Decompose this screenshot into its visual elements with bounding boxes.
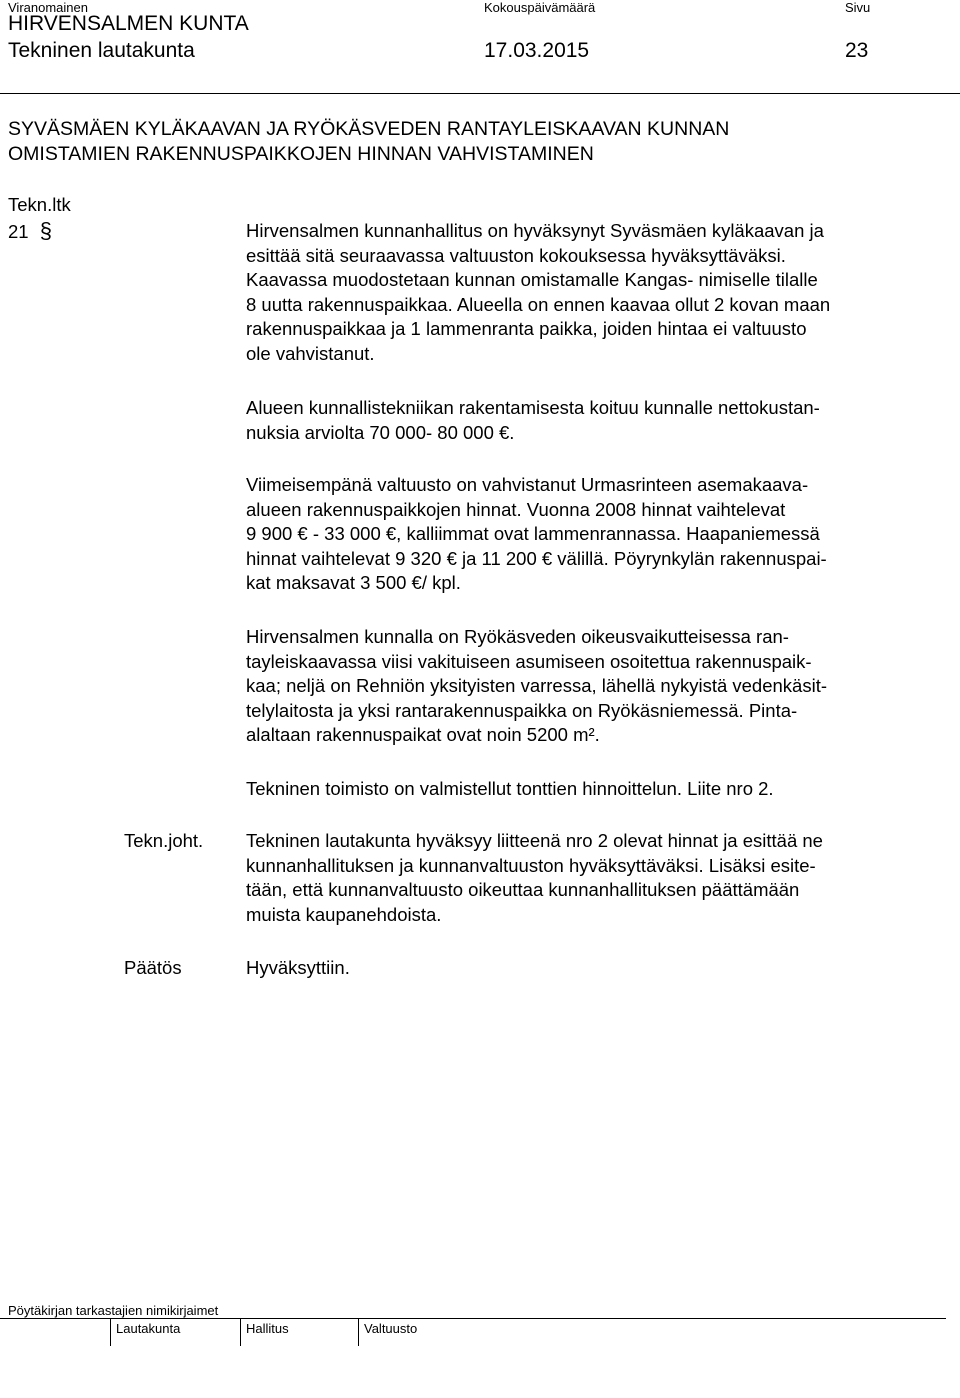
paragraph-line: rakennuspaikkaa ja 1 lammenranta paikka, joiden hintaa ei valtuusto bbox=[246, 318, 807, 339]
label-meeting-date: Kokouspäivämäärä bbox=[484, 0, 596, 15]
footer-separator bbox=[110, 1318, 111, 1346]
title-line-2: OMISTAMIEN RAKENNUSPAIKKOJEN HINNAN VAHVISTAMINEN bbox=[8, 143, 594, 165]
paragraph-line: Kaavassa muodostetaan kunnan omistamalle Kangas- nimiselle tilalle bbox=[246, 269, 818, 290]
title-line-1: SYVÄSMÄEN KYLÄKAAVAN JA RYÖKÄSVEDEN RANTAYLEISKAAVAN KUNNAN bbox=[8, 118, 730, 140]
page-number: 23 bbox=[845, 39, 869, 62]
header-divider bbox=[0, 93, 960, 94]
paragraph-4 bbox=[246, 625, 827, 748]
footer-col-council: Valtuusto bbox=[364, 1321, 418, 1336]
case-ref: Tekn.ltk bbox=[8, 194, 71, 215]
section-sign: § bbox=[39, 218, 52, 243]
case-number bbox=[8, 219, 52, 245]
paragraph-3 bbox=[246, 473, 827, 596]
footer-separator bbox=[358, 1318, 359, 1346]
paragraph-line: Hirvensalmen kunnanhallitus on hyväksynyt Syväsmäen kyläkaavan ja bbox=[246, 220, 824, 241]
footer-col-board: Lautakunta bbox=[116, 1321, 181, 1336]
paragraph-line: 9 900 € - 33 000 €, kalliimmat ovat lammenrannassa. Haapaniemessä bbox=[246, 523, 820, 544]
proposal-line: kunnanhallituksen ja kunnanvaltuuston hyväksyttäväksi. Lisäksi esite- bbox=[246, 854, 816, 876]
paragraph-1 bbox=[246, 219, 830, 366]
footer-heading: Pöytäkirjan tarkastajien nimikirjaimet bbox=[8, 1303, 219, 1318]
footer-separator bbox=[240, 1318, 241, 1346]
paragraph-2 bbox=[246, 396, 820, 445]
paragraph-5 bbox=[246, 777, 774, 802]
decision-text: Hyväksyttiin. bbox=[246, 957, 350, 978]
org-name: HIRVENSALMEN KUNTA bbox=[8, 12, 249, 35]
paragraph-line: esittää sitä seuraavassa valtuuston kokouksessa hyväksyttäväksi. bbox=[246, 244, 786, 266]
paragraph-line: nuksia arviolta 70 000- 80 000 €. bbox=[246, 421, 515, 443]
label-authority: Viranomainen bbox=[8, 0, 88, 15]
paragraph-line: alaltaan rakennuspaikat ovat noin 5200 m². bbox=[246, 724, 600, 745]
paragraph-line: ole vahvistanut. bbox=[246, 342, 375, 364]
paragraph-line: Tekninen toimisto on valmistellut tonttien hinnoittelun. Liite nro 2. bbox=[246, 778, 774, 799]
paragraph-line: 8 uutta rakennuspaikkaa. Alueella on ennen kaavaa ollut 2 kovan maan bbox=[246, 293, 831, 315]
paragraph-line: Alueen kunnallistekniikan rakentamisesta koituu kunnalle nettokustan- bbox=[246, 397, 820, 418]
proposal-line: tään, että kunnanvaltuusto oikeuttaa kunnanhallituksen päättämään bbox=[246, 879, 800, 900]
paragraph-line: Hirvensalmen kunnalla on Ryökäsveden oikeusvaikutteisessa ran- bbox=[246, 626, 789, 647]
meeting-date: 17.03.2015 bbox=[484, 39, 590, 62]
footer-col-government: Hallitus bbox=[246, 1321, 289, 1336]
paragraph-line: tayleiskaavassa viisi vakituiseen asumiseen osoitettua rakennuspaik- bbox=[246, 650, 812, 672]
case-number-value: 21 bbox=[8, 221, 29, 242]
proposal-line: Tekninen lautakunta hyväksyy liitteenä nro 2 olevat hinnat ja esittää ne bbox=[246, 830, 823, 851]
decision-label: Päätös bbox=[124, 957, 182, 978]
label-page: Sivu bbox=[845, 0, 871, 15]
paragraph-line: telylaitosta ja yksi rantarakennuspaikka on Ryökäsniemessä. Pinta- bbox=[246, 699, 798, 721]
paragraph-line: hinnat vaihtelevat 9 320 € ja 11 200 € välillä. Pöyrynkylän rakennuspai- bbox=[246, 547, 827, 569]
paragraph-line: alueen rakennuspaikkojen hinnat. Vuonna 2008 hinnat vaihtelevat bbox=[246, 498, 786, 520]
paragraph-line: Viimeisempänä valtuusto on vahvistanut Urmasrinteen asemakaava- bbox=[246, 474, 809, 495]
proposal-text bbox=[246, 829, 823, 927]
board-name: Tekninen lautakunta bbox=[8, 39, 195, 62]
paragraph-line: kaa; neljä on Rehniön yksityisten varressa, lähellä nykyistä vedenkäsit- bbox=[246, 675, 827, 696]
paragraph-line: kat maksavat 3 500 €/ kpl. bbox=[246, 572, 461, 593]
proposal-line: muista kaupanehdoista. bbox=[246, 903, 442, 925]
footer-divider bbox=[0, 1318, 946, 1319]
proposal-label: Tekn.joht. bbox=[124, 830, 204, 851]
